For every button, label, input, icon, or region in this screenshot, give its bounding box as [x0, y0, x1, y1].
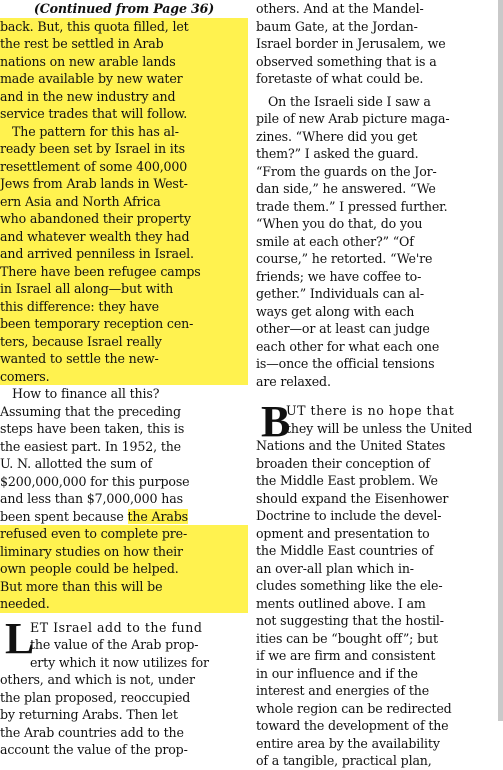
paragraph-3 — [256, 397, 498, 770]
text-line: trade them.” I pressed further. — [256, 198, 448, 214]
text-line: of a tangible, practical plan, — [256, 753, 432, 768]
left-column — [0, 0, 248, 759]
text-line: the Arab countries add to the — [0, 724, 184, 740]
text-line: needed. — [0, 596, 50, 611]
text-line: zines. “Where did you get — [256, 128, 418, 144]
text-line: an over-all plan which in- — [256, 560, 414, 576]
text-line: them?” I asked the guard. — [256, 146, 419, 161]
text-line: dan side,” he answered. “We — [256, 181, 436, 196]
paragraph-4 — [0, 613, 248, 759]
text-line: Assuming that the preceding — [0, 403, 181, 419]
text-line: U. N. allotted the sum of — [0, 456, 153, 471]
text-line: toward the development of the — [256, 718, 449, 733]
text-line: ways get along with each — [256, 303, 415, 319]
text-line: liminary studies on how their — [0, 543, 183, 559]
text-line: should expand the Eisenhower — [256, 490, 449, 506]
text-line: if we are firm and consistent — [256, 648, 436, 663]
highlighted-paragraph-2 — [0, 123, 248, 386]
text-line: and whatever wealth they had — [0, 228, 190, 244]
text-line: cludes something like the ele- — [256, 578, 443, 593]
text-line: ters, because Israel really — [0, 333, 162, 349]
text-line: friends; we have coffee to- — [256, 268, 422, 284]
text-line: comers. — [0, 368, 50, 384]
vertical-scrollbar[interactable] — [498, 0, 503, 721]
text-line: been temporary reception cen- — [0, 316, 194, 331]
text-line: There have been refugee camps — [0, 263, 201, 279]
text-line: by returning Arabs. Then let — [0, 707, 178, 722]
text-line: baum Gate, at the Jordan- — [256, 18, 418, 34]
text-line: other—or at least can judge — [256, 321, 430, 336]
text-line: others, and which is not, under — [0, 672, 195, 687]
text-line: the value of the Arab prop- — [30, 637, 199, 652]
text-line: the Middle East problem. We — [256, 473, 438, 488]
text-line: ready been set by Israel in its — [0, 141, 185, 156]
text-line: is—once the official tensions — [256, 356, 435, 371]
text-line: But more than this will be — [0, 578, 163, 594]
text-line: gether.” Individuals can al- — [256, 286, 424, 301]
text-line: and in the new industry and — [0, 88, 176, 104]
text-line: the Middle East countries of — [256, 543, 434, 558]
text-line: wanted to settle the new- — [0, 351, 159, 366]
scrollbar-thumb[interactable] — [498, 0, 503, 721]
text-line: On the Israeli side I saw a — [268, 93, 431, 109]
text-line: the easiest part. In 1952, the — [0, 438, 181, 454]
text-line: foretaste of what could be. — [256, 71, 424, 86]
text-line: The pattern for this has al- — [12, 123, 179, 139]
text-line: “From the guards on the Jor- — [256, 163, 437, 179]
text-line: interest and energies of the — [256, 683, 430, 698]
text-line: Jews from Arab lands in West- — [0, 176, 188, 191]
text-line: account the value of the prop- — [0, 742, 188, 757]
text-line: the plan proposed, reoccupied — [0, 689, 191, 705]
text-line: they will be unless the United — [286, 420, 473, 436]
text-line: made available by new water — [0, 71, 183, 86]
text-line: nations on new arable lands — [0, 53, 176, 69]
text-line: $200,000,000 for this purpose — [0, 473, 190, 489]
text-line: this difference: they have — [0, 298, 159, 314]
text-line: who abandoned their property — [0, 211, 191, 226]
text-line: ern Asia and North Africa — [0, 193, 161, 209]
text-line: opment and presentation to — [256, 525, 430, 541]
highlighted-span: the Arabs — [127, 508, 188, 524]
text-line: in Israel all along—but with — [0, 281, 174, 296]
paragraph-3 — [0, 385, 248, 613]
highlighted-paragraph-1 — [0, 18, 248, 123]
text-line: back. But, this quota filled, let — [0, 18, 189, 34]
drop-cap: L — [5, 613, 35, 663]
text-line: others. And at the Mandel- — [256, 1, 424, 16]
text-line: Nations and the United States — [256, 438, 446, 453]
text-line: Doctrine to include the devel- — [256, 508, 442, 523]
text-line: pile of new Arab picture maga- — [256, 111, 450, 126]
text-line: resettlement of some 400,000 — [0, 158, 188, 174]
highlighted-block — [0, 525, 248, 613]
text-line: broaden their conception of — [256, 455, 430, 471]
text-line: observed something that is a — [256, 53, 437, 69]
drop-cap: B — [261, 397, 291, 446]
text-line: the rest be settled in Arab — [0, 36, 164, 51]
text-line: ments outlined above. I am — [256, 595, 426, 611]
text-line: UT there is no hope that — [286, 403, 455, 418]
text-line: and arrived penniless in Israel. — [0, 246, 194, 261]
text-line: whole region can be redirected — [256, 700, 452, 716]
text-line: are relaxed. — [256, 373, 331, 389]
continued-note: (Continued from Page 36) — [33, 1, 215, 16]
text-line: course,” he retorted. “We're — [256, 251, 433, 266]
text-line: and less than $7,000,000 has — [0, 491, 183, 506]
text-line: in our influence and if the — [256, 665, 418, 681]
text-line: steps have been taken, this is — [0, 421, 185, 436]
text-line: entire area by the availability — [256, 735, 440, 751]
text-line: Israel border in Jerusalem, we — [256, 36, 446, 51]
text-line: service trades that will follow. — [0, 106, 188, 121]
paragraph-1 — [256, 0, 498, 88]
text-line: ET Israel add to the fund — [30, 619, 203, 635]
text-line: erty which it now utilizes for — [30, 654, 209, 670]
text-line: ities can be “bought off”; but — [256, 630, 438, 646]
right-column — [256, 0, 498, 770]
text-line: each other for what each one — [256, 338, 440, 354]
text-line: How to finance all this? — [12, 386, 160, 401]
text-line: “When you do that, do you — [256, 216, 423, 231]
text-line: own people could be helped. — [0, 561, 179, 576]
text-line: not suggesting that the hostil- — [256, 613, 444, 628]
text-line: smile at each other?” “Of — [256, 233, 414, 249]
text-line: refused even to complete pre- — [0, 526, 188, 541]
text-line — [0, 508, 248, 526]
text-span: been spent because — [0, 508, 128, 524]
paragraph-2 — [256, 93, 498, 391]
